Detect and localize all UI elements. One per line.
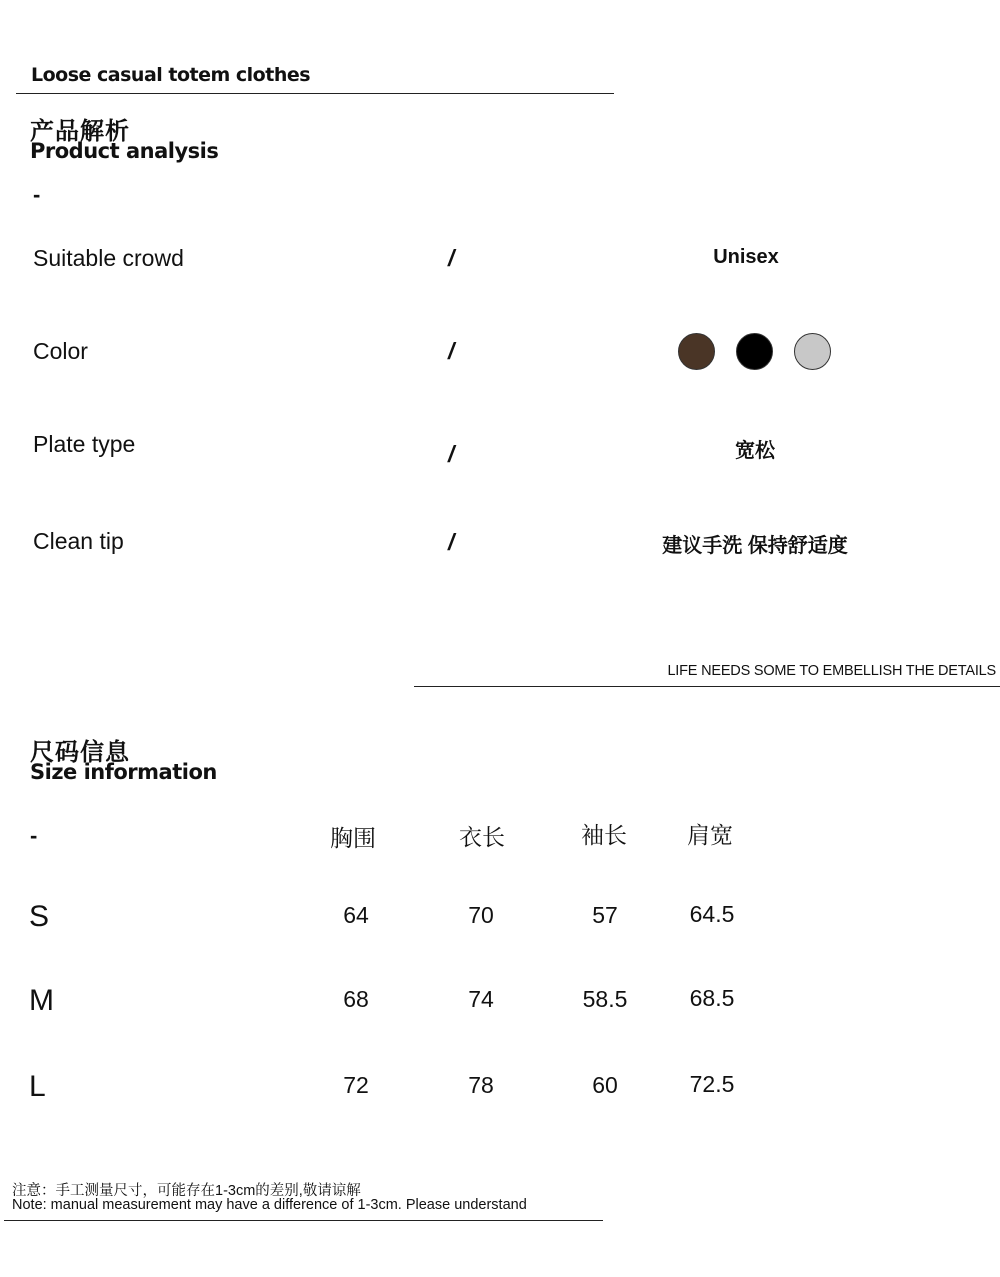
row-label-plate-type: Plate type	[33, 431, 136, 457]
col-header-chest: 胸围	[330, 825, 376, 851]
row-value-plate-type: 宽松	[735, 440, 775, 462]
table-cell: 78	[468, 1072, 494, 1098]
table-cell: 60	[592, 1072, 618, 1098]
color-swatch-black[interactable]	[736, 333, 773, 370]
table-cell: 72.5	[689, 1071, 735, 1097]
table-cell: 68.5	[689, 985, 735, 1011]
col-header-length: 衣长	[459, 824, 505, 850]
note-divider	[4, 1220, 603, 1221]
size-label-l: L	[29, 1070, 46, 1103]
size-label-s: S	[29, 900, 50, 933]
product-analysis-title-cn: 产品解析	[30, 118, 130, 145]
note-cn: 注意：手工测量尺寸，可能存在1-3cm的差别,敬请谅解	[12, 1183, 361, 1199]
color-swatch-grey[interactable]	[794, 333, 831, 370]
row-label-color: Color	[33, 338, 88, 364]
table-cell: 68	[343, 986, 369, 1012]
header-divider	[16, 93, 614, 94]
size-info-title-cn: 尺码信息	[30, 739, 130, 766]
col-header-shoulder: 肩宽	[687, 822, 733, 848]
table-cell: 74	[468, 986, 494, 1012]
product-analysis-title-en: Product analysis	[30, 139, 219, 163]
table-cell: 70	[468, 902, 494, 928]
table-cell: 72	[343, 1072, 369, 1098]
product-analysis-dash: -	[33, 182, 41, 207]
row-separator: /	[448, 245, 455, 271]
color-swatch-brown[interactable]	[678, 333, 715, 370]
size-label-m: M	[29, 984, 54, 1017]
tagline: LIFE NEEDS SOME TO EMBELLISH THE DETAILS	[667, 663, 996, 679]
row-value-suitable-crowd: Unisex	[713, 246, 779, 268]
row-separator: /	[448, 441, 455, 467]
col-header-sleeve: 袖长	[581, 822, 627, 848]
row-separator: /	[448, 529, 455, 555]
table-cell: 57	[592, 902, 618, 928]
row-value-clean-tip: 建议手洗 保持舒适度	[662, 535, 848, 557]
page-title: Loose casual totem clothes	[31, 64, 311, 86]
row-label-suitable-crowd: Suitable crowd	[33, 245, 184, 271]
row-separator: /	[448, 338, 455, 364]
tagline-divider	[414, 686, 1000, 687]
table-cell: 64	[343, 902, 369, 928]
row-label-clean-tip: Clean tip	[33, 528, 124, 554]
table-cell: 64.5	[689, 901, 735, 927]
size-info-title-en: Size information	[30, 760, 217, 784]
table-cell: 58.5	[582, 986, 628, 1012]
note-en: Note: manual measurement may have a difference of 1-3cm. Please understand	[12, 1197, 527, 1213]
size-table-corner: -	[30, 823, 38, 848]
